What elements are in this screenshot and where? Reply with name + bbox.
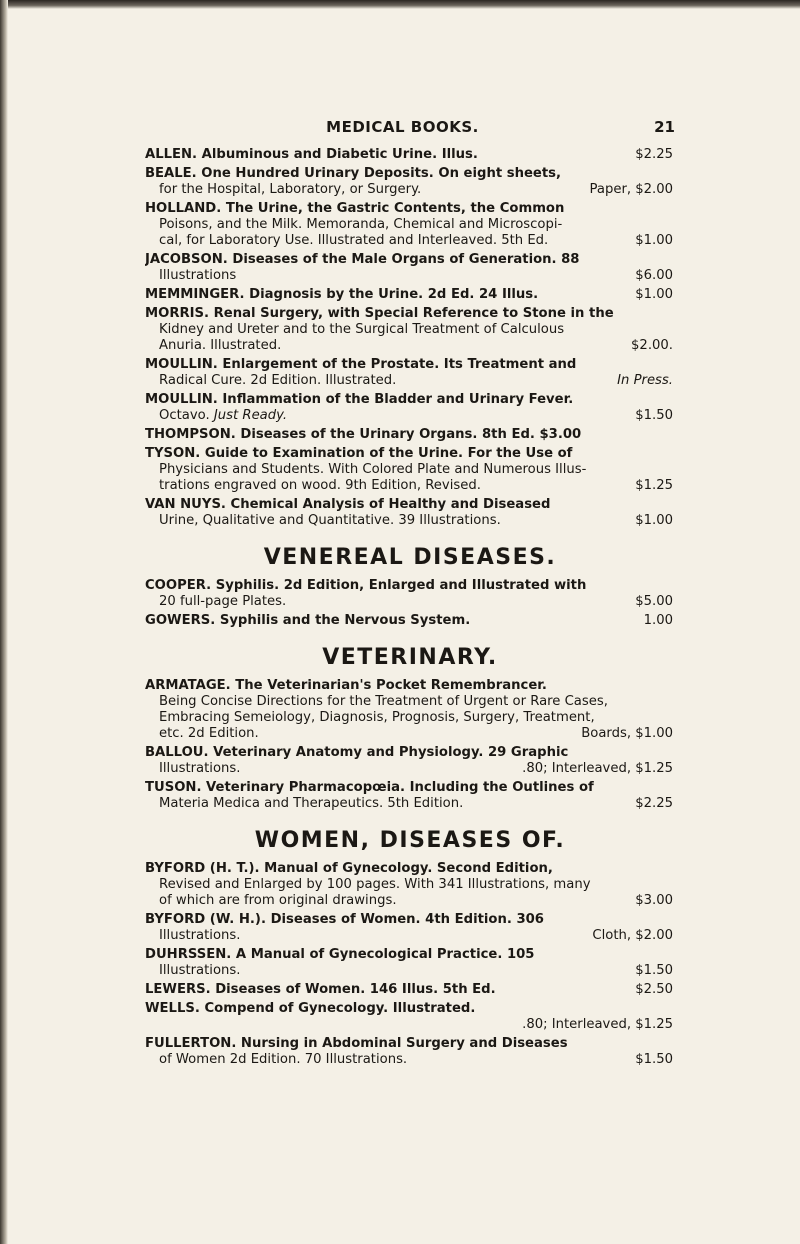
entry-title-line (145, 861, 675, 877)
book-entry (145, 861, 675, 909)
entry-text: of Women 2d Edition. 70 Illustrations. (159, 1052, 408, 1067)
entry-title-line (145, 912, 675, 928)
entry-text: BYFORD (W. H.). Diseases of Women. 4th Edition. 306 (145, 912, 544, 927)
book-entry (145, 357, 675, 389)
book-entry (145, 982, 675, 998)
entry-title-line (145, 678, 675, 694)
running-head (130, 118, 675, 138)
entry-title-line (145, 1001, 675, 1017)
entry-continuation-line (145, 233, 675, 249)
entry-text: LEWERS. Diseases of Women. 146 Illus. 5th Ed. (145, 982, 496, 997)
entry-continuation-line (145, 268, 675, 284)
entry-price: $1.50 (635, 408, 673, 423)
entry-title-line (145, 147, 675, 163)
entry-title-line (145, 392, 675, 408)
catalog-section (145, 645, 675, 812)
entry-text: etc. 2d Edition. (159, 726, 259, 741)
book-entry (145, 1001, 675, 1033)
page-top-edge (0, 0, 800, 9)
entry-text: Illustrations. (159, 963, 241, 978)
entry-price: In Press. (617, 373, 673, 388)
entry-price: $2.00. (631, 338, 673, 353)
entry-price: $2.25 (635, 147, 673, 162)
entry-text: 20 full-page Plates. (159, 594, 287, 609)
entry-price: $3.00 (635, 893, 673, 908)
entry-continuation-line (145, 726, 675, 742)
catalog-content (145, 147, 675, 1071)
entry-continuation-line (145, 182, 675, 198)
entry-continuation-line (145, 796, 675, 812)
book-entry (145, 147, 675, 163)
entry-title-line (145, 497, 675, 513)
entry-price: $1.50 (635, 1052, 673, 1067)
book-entry (145, 392, 675, 424)
book-entry (145, 912, 675, 944)
entry-continuation-line (145, 462, 675, 478)
entry-title-line (145, 578, 675, 594)
entry-text: TUSON. Veterinary Pharmacopœia. Including the Outlines of (145, 780, 594, 795)
book-entry (145, 780, 675, 812)
book-entry (145, 745, 675, 777)
entry-text: VAN NUYS. Chemical Analysis of Healthy and Diseased (145, 497, 551, 512)
book-entry (145, 166, 675, 198)
entry-continuation-line (145, 893, 675, 909)
book-entry (145, 287, 675, 303)
entry-text: BALLOU. Veterinary Anatomy and Physiology. 29 Graphic (145, 745, 569, 760)
entry-text: Kidney and Ureter and to the Surgical Treatment of Calculous (159, 322, 565, 337)
book-entry (145, 613, 675, 629)
entry-text: COOPER. Syphilis. 2d Edition, Enlarged and Illustrated with (145, 578, 587, 593)
entry-text: Octavo. Just Ready. (159, 408, 288, 423)
entry-text: ARMATAGE. The Veterinarian's Pocket Remembrancer. (145, 678, 547, 693)
book-entry (145, 306, 675, 354)
entry-text: MEMMINGER. Diagnosis by the Urine. 2d Ed. 24 Illus. (145, 287, 539, 302)
entry-text: Materia Medica and Therapeutics. 5th Edition. (159, 796, 464, 811)
book-entry (145, 497, 675, 529)
entry-price: Paper, $2.00 (589, 182, 673, 197)
entry-title-line (145, 201, 675, 217)
entry-text: Revised and Enlarged by 100 pages. With 341 Illustrations, many (159, 877, 591, 892)
entry-price: $6.00 (635, 268, 673, 283)
book-entry (145, 678, 675, 742)
entry-title-line (145, 1036, 675, 1052)
entry-price: Boards, $1.00 (581, 726, 673, 741)
entry-price: 1.00 (643, 613, 673, 628)
book-entry (145, 446, 675, 494)
entry-title-line (145, 252, 675, 268)
entry-text: MOULLIN. Enlargement of the Prostate. Its Treatment and (145, 357, 577, 372)
entry-continuation-line (145, 963, 675, 979)
entry-title-line (145, 166, 675, 182)
entry-continuation-line (145, 338, 675, 354)
entry-text: TYSON. Guide to Examination of the Urine. For the Use of (145, 446, 573, 461)
entry-price: $1.50 (635, 963, 673, 978)
book-entry (145, 427, 675, 443)
entry-price: Cloth, $2.00 (592, 928, 673, 943)
entry-continuation-line (145, 373, 675, 389)
entry-continuation-line (145, 217, 675, 233)
book-entry (145, 201, 675, 249)
entry-text: for the Hospital, Laboratory, or Surgery. (159, 182, 422, 197)
book-entry (145, 1036, 675, 1068)
entry-text: Illustrations. (159, 761, 241, 776)
book-entry (145, 252, 675, 284)
entry-continuation-line (145, 694, 675, 710)
entry-text: ALLEN. Albuminous and Diabetic Urine. Illus. (145, 147, 478, 162)
entry-continuation-line (145, 761, 675, 777)
catalog-section (145, 147, 675, 529)
entry-text: Radical Cure. 2d Edition. Illustrated. (159, 373, 397, 388)
entry-text: WELLS. Compend of Gynecology. Illustrated. (145, 1001, 476, 1016)
entry-text: JACOBSON. Diseases of the Male Organs of Generation. 88 (145, 252, 580, 267)
entry-text: BYFORD (H. T.). Manual of Gynecology. Second Edition, (145, 861, 553, 876)
running-title: MEDICAL BOOKS. (326, 118, 479, 136)
entry-text: Illustrations. (159, 928, 241, 943)
entry-continuation-line (145, 877, 675, 893)
entry-text: MOULLIN. Inflammation of the Bladder and Urinary Fever. (145, 392, 574, 407)
entry-price: $1.00 (635, 287, 673, 302)
entry-text: cal, for Laboratory Use. Illustrated and Interleaved. 5th Ed. (159, 233, 549, 248)
entry-continuation-line (145, 408, 675, 424)
entry-text: Poisons, and the Milk. Memoranda, Chemical and Microscopi- (159, 217, 563, 232)
entry-text: GOWERS. Syphilis and the Nervous System. (145, 613, 471, 628)
entry-title-line (145, 947, 675, 963)
entry-price: $5.00 (635, 594, 673, 609)
entry-text: Illustrations (159, 268, 237, 283)
entry-price: .80; Interleaved, $1.25 (522, 761, 673, 776)
entry-price: $1.00 (635, 233, 673, 248)
entry-continuation-line (145, 594, 675, 610)
entry-text: THOMPSON. Diseases of the Urinary Organs. 8th Ed. $3.00 (145, 427, 582, 442)
book-entry (145, 578, 675, 610)
entry-continuation-line (145, 478, 675, 494)
entry-continuation-line (145, 1052, 675, 1068)
entry-text: trations engraved on wood. 9th Edition, Revised. (159, 478, 481, 493)
entry-title-line (145, 427, 675, 443)
entry-title-line (145, 357, 675, 373)
entry-text: FULLERTON. Nursing in Abdominal Surgery and Diseases (145, 1036, 568, 1051)
page-number: 21 (654, 118, 675, 136)
catalog-section (145, 828, 675, 1068)
page-binding-edge (0, 0, 8, 1244)
entry-price: $2.50 (635, 982, 673, 997)
entry-text: Embracing Semeiology, Diagnosis, Prognosis, Surgery, Treatment, (159, 710, 595, 725)
entry-continuation-line (145, 1017, 675, 1033)
entry-continuation-line (145, 928, 675, 944)
entry-title-line (145, 613, 675, 629)
entry-text: of which are from original drawings. (159, 893, 397, 908)
entry-continuation-line (145, 322, 675, 338)
entry-title-line (145, 306, 675, 322)
entry-title-line (145, 446, 675, 462)
section-heading: VETERINARY. (322, 645, 498, 670)
entry-text: BEALE. One Hundred Urinary Deposits. On eight sheets, (145, 166, 562, 181)
entry-text: MORRIS. Renal Surgery, with Special Reference to Stone in the (145, 306, 614, 321)
entry-price: $1.25 (635, 478, 673, 493)
book-entry (145, 947, 675, 979)
entry-continuation-line (145, 513, 675, 529)
entry-text: Physicians and Students. With Colored Plate and Numerous Illus- (159, 462, 587, 477)
entry-text: DÜHRSSEN. A Manual of Gynecological Practice. 105 (145, 947, 535, 962)
entry-text: Urine, Qualitative and Quantitative. 39 Illustrations. (159, 513, 501, 528)
entry-title-line (145, 982, 675, 998)
entry-price: $1.00 (635, 513, 673, 528)
section-heading: WOMEN, DISEASES OF. (254, 828, 566, 853)
entry-price: $2.25 (635, 796, 673, 811)
catalog-section (145, 545, 675, 629)
entry-title-line (145, 287, 675, 303)
entry-continuation-line (145, 710, 675, 726)
entry-title-line (145, 745, 675, 761)
entry-text: Being Concise Directions for the Treatment of Urgent or Rare Cases, (159, 694, 608, 709)
entry-text: HOLLAND. The Urine, the Gastric Contents, the Common (145, 201, 565, 216)
entry-price: .80; Interleaved, $1.25 (522, 1017, 673, 1032)
section-heading: VENEREAL DISEASES. (263, 545, 557, 570)
entry-text: Anuria. Illustrated. (159, 338, 282, 353)
entry-title-line (145, 780, 675, 796)
